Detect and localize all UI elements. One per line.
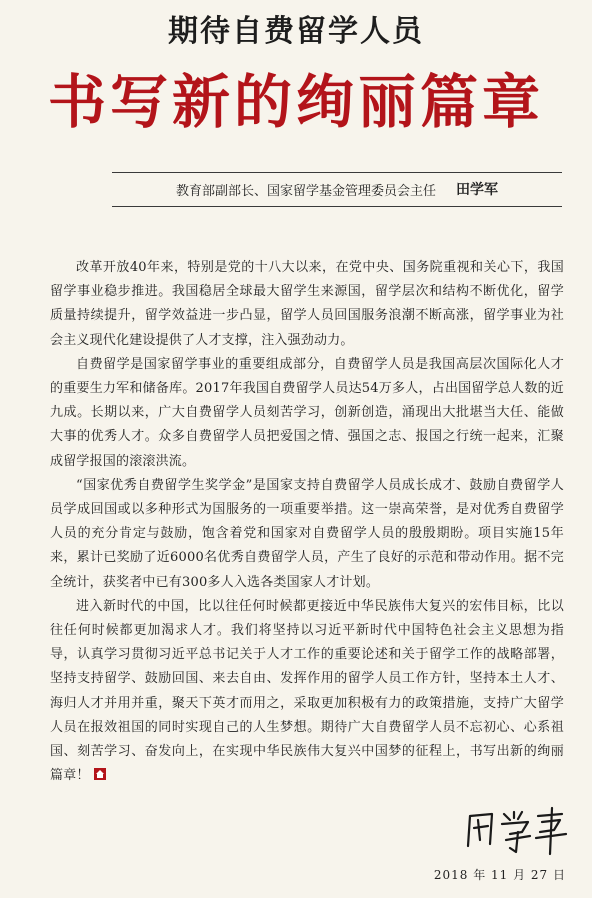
paragraph: 自费留学是国家留学事业的重要组成部分，自费留学人员是我国高层次国际化人才的重要生力军和储备库。2017年我国自费留学人员达54万多人，占出国留学总人数的近九成。长期以来，广大自费留学人员刻苦学习，创新创造，涌现出大批堪当大任、能做大事的优秀人才。众多自费留学人员把爱国之情、强国之志、报国之行统一起来，汇聚成留学报国的滚滚洪流。 — [50, 356, 564, 469]
byline — [112, 174, 562, 204]
article-body — [50, 256, 564, 788]
divider-bottom — [112, 206, 562, 207]
paragraph-text: 进入新时代的中国，比以往任何时候都更接近中华民族伟大复兴的宏伟目标，比以往任何时候都更加渴求人才。我们将坚持以习近平新时代中国特色社会主义思想为指导，认真学习贯彻习近平总书记关于人才工作的重要论述和关于留学工作的战略部署，坚持支持留学、鼓励回国、来去自由、发挥作用的留学人员工作方针，坚持本土人才、海归人才并用并重，聚天下英才而用之，采取更加积极有力的政策措施，支持广大留学人员在报效祖国的同时实现自己的人生梦想。期待广大自费留学人员不忘初心、心系祖国、刻苦学习、奋发向上，在实现中华民族伟大复兴中国梦的征程上，书写出新的绚丽篇章！ — [50, 598, 564, 784]
author-position: 教育部副部长、国家留学基金管理委员会主任 — [175, 183, 436, 199]
author-name: 田学军 — [456, 182, 498, 198]
divider-top — [112, 172, 562, 173]
paragraph: 改革开放40年来，特别是党的十八大以来，在党中央、国务院重视和关心下，我国留学事业稳步推进。我国稳居全球最大留学生来源国，留学层次和结构不断优化，留学质量持续提升，留学效益进一步凸显，留学人员回国服务浪潮不断高涨，留学事业为社会主义现代化建设提供了人才支撑，注入强劲动力。 — [50, 260, 564, 348]
paragraph — [50, 595, 564, 789]
date: 2018 年 11 月 27 日 — [433, 868, 566, 882]
signature-icon — [462, 806, 572, 856]
subtitle: 期待自费留学人员 — [168, 14, 424, 49]
paragraph: “国家优秀自费留学生奖学金”是国家支持自费留学人员成长成才、鼓励自费留学人员学成回国或以多种形式为国服务的一项重要举措。这一崇高荣誉，是对优秀自费留学人员的充分肯定与鼓励，饱含着党和国家对自费留学人员的殷殷期盼。项目实施15年来，累计已奖励了近6000名优秀自费留学人员，产生了良好的示范和带动作用。据不完全统计，获奖者中已有300多人入选各类国家人才计划。 — [50, 477, 564, 590]
page-title: 书写新的绚丽篇章 — [47, 68, 544, 136]
home-icon — [94, 768, 106, 780]
